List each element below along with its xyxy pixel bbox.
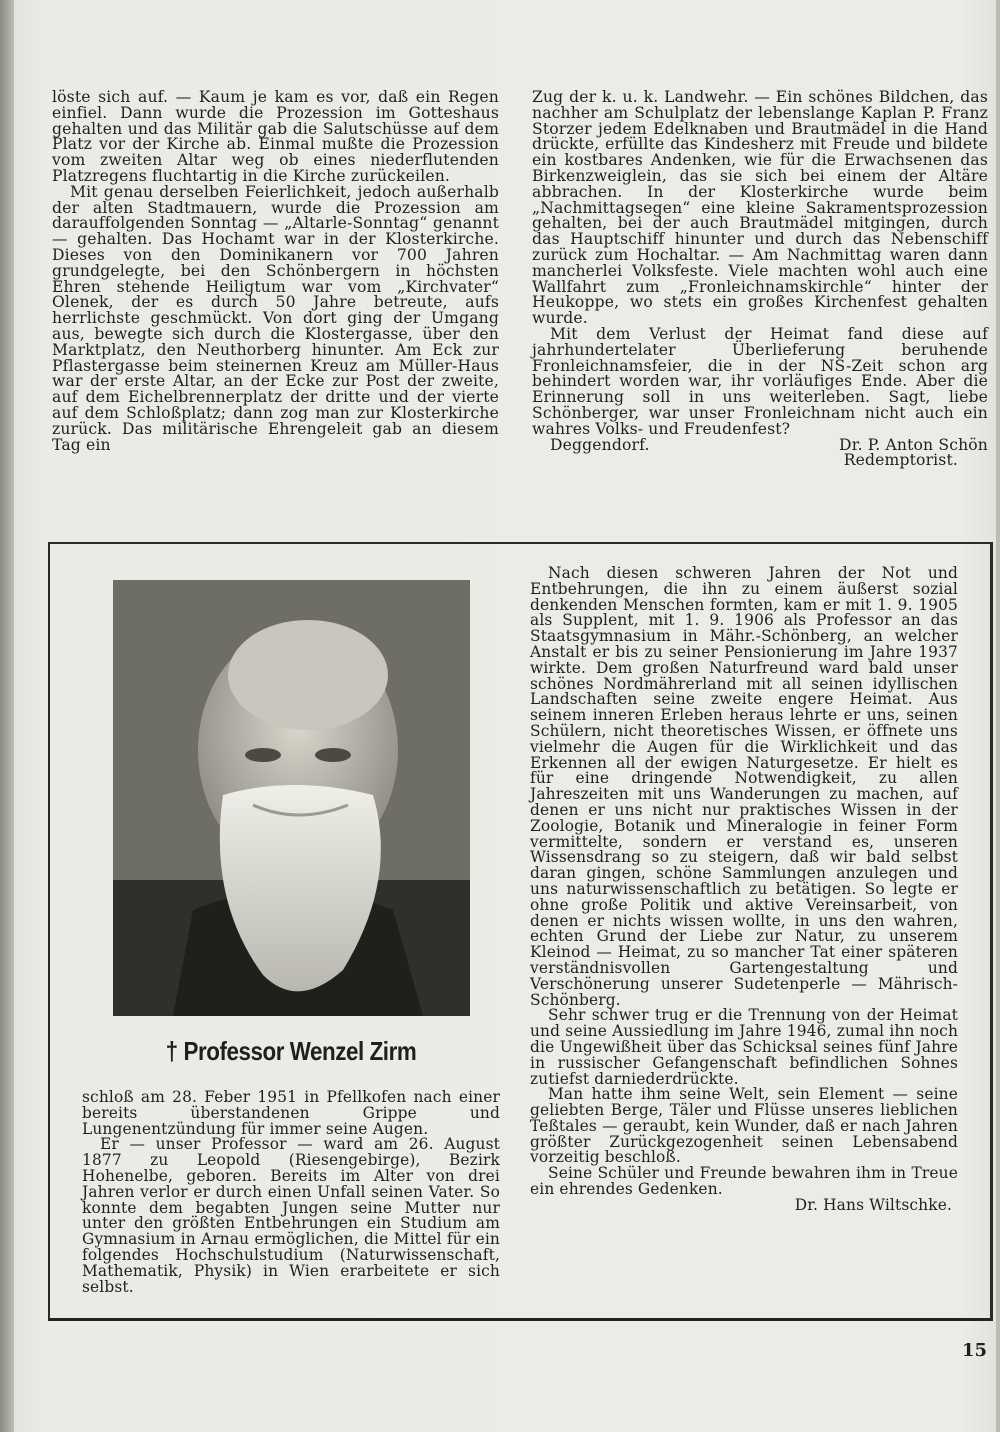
paragraph: Seine Schüler und Freunde bewahren ihm in Treue ein ehrendes Gedenken. <box>530 1164 958 1199</box>
paragraph: Sehr schwer trug er die Trennung von der Heimat und seine Aussiedlung im Jahre 1946, zumal ihn noch die Ungewißheit über das Schicksal seines fünf Jahre in russischer Gefangenschaft befindlichen Sohnes zutiefst darniederdrückte. <box>530 1006 958 1088</box>
top-article-right-column <box>532 90 988 469</box>
paragraph: Mit dem Verlust der Heimat fand diese auf jahrhundertelater Überlieferung beruhende Fronleichnamsfeier, die in der NS-Zeit schon arg behindert worden war, ihr vorläufiges Ende. Aber die Erinnerung soll in uns weiterleben. Sagt, liebe Schönberger, war unser Fronleichnam nicht auch ein wahres Volks- und Freudenfest? <box>532 324 988 438</box>
paragraph: Man hatte ihm seine Welt, sein Element — seine geliebten Berge, Täler und Flüsse unseres lieblichen Teßtales — geraubt, kein Wunder, daß er nach Jahren größter Zurückgezogenheit seinen Lebensabend vorzeitig beschloß. <box>530 1085 958 1167</box>
obituary-author: Dr. Hans Wiltschke. <box>794 1195 952 1214</box>
obituary-title: † Professor Wenzel Zirm <box>165 1036 417 1066</box>
page-number: 15 <box>962 1340 988 1361</box>
paragraph: Zug der k. u. k. Landwehr. — Ein schönes Bildchen, das nachher am Schulplatz der lebenslange Kaplan P. Franz Storzer jedem Edelknaben und Brautmädel in die Hand drückte, erfüllte das Kindesherz mit Freude und bildete ein kostbares Andenken, wie für die Erwachsenen das Birkenzweiglein, das sie sich bei einem der Altäre abbrachen. In der Klosterkirche wurde beim „Nachmittagsegen“ eine kleine Sakramentsprozession gehalten, bei der auch Brautmädel mitgingen, durch das Hauptschiff hinunter und durch das Nebenschiff zurück zum Hochaltar. — Am Nachmittag waren dann mancherlei Volksfeste. Viele machten wohl auch eine Wallfahrt zum „Fronleichnamskirchle“ hinter der Heukoppe, wo stets ein großes Kirchenfest gehalten wurde. <box>532 88 988 328</box>
portrait-illustration <box>113 580 470 1016</box>
author: Dr. P. Anton Schön <box>839 435 988 454</box>
paragraph: Mit genau derselben Feierlichkeit, jedoch außerhalb der alten Stadtmauern, wurde die Prozession am darauffolgenden Sonntag — „Altarle-Sonntag“ genannt — gehalten. Das Hochamt war in der Klosterkirche. Dieses von den Dominikanern vor 700 Jahren grundgelegte, bei den Schönbergern in höchsten Ehren stehende Heiligtum war vom „Kirchvater“ Olenek, der es durch 50 Jahre betreute, aufs herrlichste geschmückt. Von dort ging der Umgang aus, bewegte sich durch die Klostergasse, über den Marktplatz, den Neuthorberg hinunter. Am Eck zur Pflastergasse beim steinernen Kreuz am Müller-Haus war der erste Altar, an der Ecke zur Post der zweite, auf dem Eichelbrennerplatz der dritte und der vierte auf dem Schloßplatz; dann zog man zur Klosterkirche zurück. Das militärische Ehrengeleit gab an diesem Tag ein <box>52 182 499 454</box>
obituary-right-column <box>530 566 958 1214</box>
binding-edge <box>0 0 14 1432</box>
page-edge <box>996 0 1000 1432</box>
obituary-left-column <box>82 1090 500 1295</box>
place: Deggendorf. <box>550 435 650 454</box>
paragraph: Nach diesen schweren Jahren der Not und Entbehrungen, die ihn zu einem äußerst sozial denkenden Menschen formten, kam er mit 1. 9. 1905 als Supplent, mit 1. 9. 1906 als Professor an das Staatsgymnasium in Mähr.-Schönberg, an welcher Anstalt er bis zu seiner Pensionierung im Jahre 1937 wirkte. Dem großen Naturfreund ward bald unser schönes Nordmährerland mit all seinen idyllischen Landschaften seine zweite engere Heimat. Aus seinem inneren Erleben heraus lehrte er uns, seinen Schülern, nicht theoretisches Wissen, er öffnete uns vielmehr die Augen für die Wirklichkeit und das Erkennen all der ewigen Naturgesetze. Er hielt es für eine dringende Notwendigkeit, zu allen Jahreszeiten mit uns Wanderungen zu machen, auf denen er uns nicht nur praktisches Wissen in der Zoologie, Botanik und Mineralogie in feiner Form vermittelte, sondern er verstand es, unseren Wissensdrang so zu steigern, daß wir bald selbst daran gingen, schöne Sammlungen anzulegen und uns naturwissenschaftlich zu betätigen. So legte er ohne große Politik und aktive Vereinsarbeit, von denen er nichts wissen wollte, in uns den wahren, echten Grund der Liebe zur Natur, zu unserem Kleinod — Heimat, zu so mancher Tat einer späteren verständnisvollen Gartengestaltung und Verschönerung unserer Sudetenperle — Mährisch-Schönberg. <box>530 564 958 1009</box>
paragraph: schloß am 28. Feber 1951 in Pfellkofen nach einer bereits überstandenen Grippe und Lungenentzündung für immer seine Augen. <box>82 1088 500 1138</box>
author-title: Redemptorist. <box>843 451 958 470</box>
paragraph: löste sich auf. — Kaum je kam es vor, daß ein Regen einfiel. Dann wurde die Prozession im Gotteshaus gehalten und das Militär gab die Salutschüsse auf dem Platz vor der Kirche ab. Einmal mußte die Prozession vom zweiten Altar weg ob eines niederflutenden Platzregens fluchtartig in die Kirche zurückeilen. <box>52 88 499 185</box>
top-article-left-column <box>52 90 499 453</box>
paragraph: Er — unser Professor — ward am 26. August 1877 zu Leopold (Riesengebirge), Bezirk Hohenelbe, geboren. Bereits im Alter von drei Jahren verlor er durch einen Unfall seinen Vater. So konnte dem begabten Jungen seine Mutter nur unter den größten Entbehrungen ein Studium am Gymnasium in Arnau ermöglichen, die Mittel für ein folgendes Hochschulstudium (Naturwissenschaft, Mathematik, Physik) in Wien erarbeitete er sich selbst. <box>82 1135 500 1296</box>
portrait-photo <box>113 580 470 1016</box>
